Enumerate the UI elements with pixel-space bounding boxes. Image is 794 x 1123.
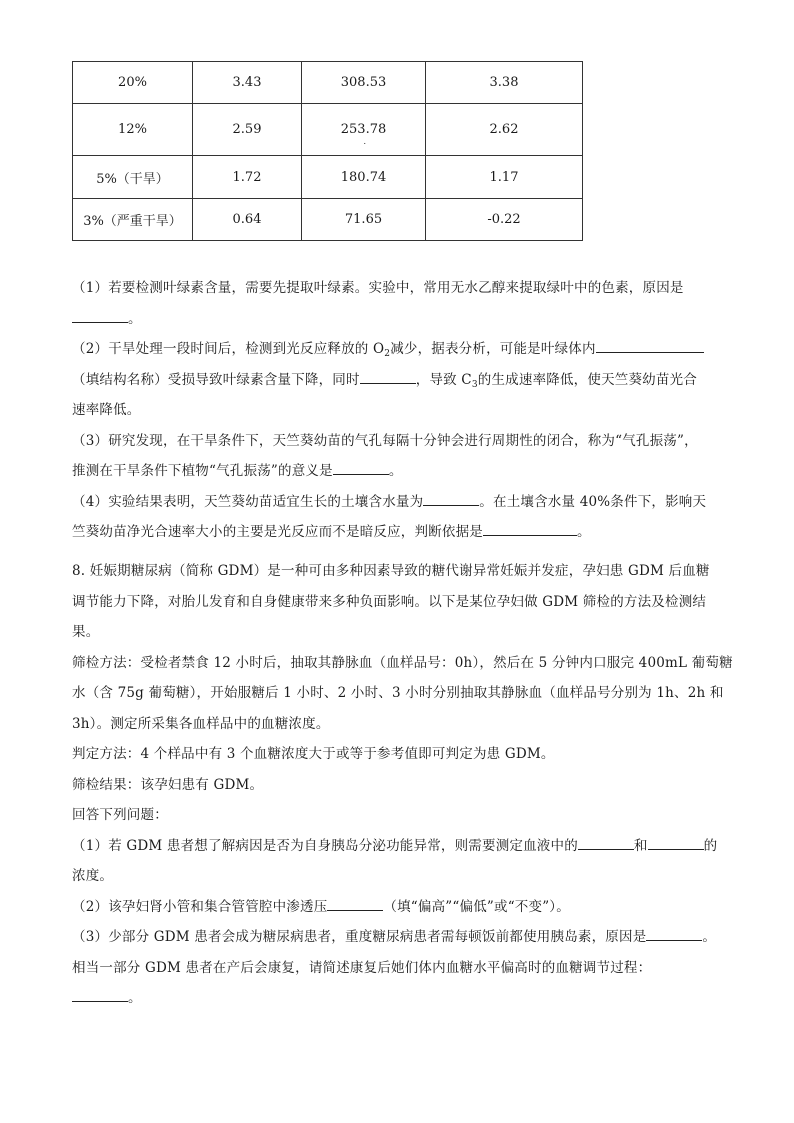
question-7-body xyxy=(72,273,724,548)
q7-part2-text: ，导致 C xyxy=(415,371,472,388)
answer-blank[interactable] xyxy=(423,489,479,506)
q7-part4-line2 xyxy=(72,517,724,548)
table-cell: 5%（干旱） xyxy=(73,156,193,199)
table-cell xyxy=(302,104,426,156)
answer-blank[interactable] xyxy=(360,367,416,384)
table-cell: 308.53 xyxy=(302,62,426,104)
q7-part2-line3 xyxy=(72,395,724,426)
q8-method-line: 3h）。测定所采集各血样品中的血糖浓度。 xyxy=(72,715,330,732)
q8-result-line: 筛检结果：该孕妇患有 GDM。 xyxy=(72,776,264,793)
q8-part1-text: 的 xyxy=(703,837,718,854)
table-cell: -0.22 xyxy=(426,199,583,241)
punctuation: 。 xyxy=(388,463,403,479)
q7-part3-text: （3）研究发现，在干旱条件下，天竺葵幼苗的气孔每隔十分钟会进行周期性的闭合，称为“气孔振荡”， xyxy=(72,432,698,449)
q8-part1-line1 xyxy=(72,831,724,862)
answer-blank[interactable] xyxy=(72,306,128,323)
q7-part2-text: （填结构名称）受损导致叶绿素含量下降，同时 xyxy=(72,371,360,388)
table-cell: 2.59 xyxy=(193,104,302,156)
q8-intro-line: 调节能力下降，对胎儿发育和自身健康带来多种负面影响。以下是某位孕妇做 GDM 筛检的方法及检测结 xyxy=(72,593,707,610)
answer-blank[interactable] xyxy=(646,924,702,941)
q7-part1-line2 xyxy=(72,304,724,335)
question-8-body xyxy=(72,556,733,1014)
q7-part4-line1 xyxy=(72,487,724,518)
q7-part2-line2 xyxy=(72,365,724,396)
answer-blank[interactable] xyxy=(596,336,704,353)
q8-part2-line xyxy=(72,892,724,923)
data-table xyxy=(72,61,583,241)
table-cell: 3%（严重干旱） xyxy=(73,199,193,241)
answer-blank[interactable] xyxy=(327,894,383,911)
punctuation: 。 xyxy=(577,524,591,540)
subscript: 3 xyxy=(471,379,478,390)
stray-mark: . xyxy=(363,137,367,146)
q7-part1-line1 xyxy=(72,273,724,304)
table-row xyxy=(73,199,583,241)
table-cell: 1.72 xyxy=(193,156,302,199)
answer-blank[interactable] xyxy=(578,833,634,850)
answer-blank[interactable] xyxy=(483,519,577,536)
q8-intro-line: 果。 xyxy=(72,624,100,640)
punctuation: 。 xyxy=(128,310,142,327)
q7-part2-text: 的生成速率降低，使天竺葵幼苗光合 xyxy=(477,371,697,388)
table-cell: 2.62 xyxy=(426,104,583,156)
table-row xyxy=(73,156,583,199)
q8-method-line: 筛检方法：受检者禁食 12 小时后，抽取其静脉血（血样品号：0h），然后在 5 分钟内口服完 400mL 葡萄糖 xyxy=(72,654,733,671)
table-cell: 3.43 xyxy=(193,62,302,104)
q7-part4-text: 。在土壤含水量 40%条件下，影响天 xyxy=(479,493,707,510)
answer-blank[interactable] xyxy=(72,985,128,1002)
q8-part2-text: （2）该孕妇肾小管和集合管管腔中渗透压 xyxy=(72,898,328,915)
table-cell: 20% xyxy=(73,62,193,104)
q7-part4-text: 竺葵幼苗净光合速率大小的主要是光反应而不是暗反应，判断依据是 xyxy=(72,524,483,540)
q7-part3-text: 推测在干旱条件下植物“气孔振荡”的意义是 xyxy=(72,463,333,479)
table-cell: 71.65 xyxy=(302,199,426,241)
punctuation: 。 xyxy=(128,990,142,1006)
q7-part3-line1 xyxy=(72,426,724,457)
table-cell: 180.74 xyxy=(302,156,426,199)
table-cell: 12% xyxy=(73,104,193,156)
q7-part2-text: 减少，据表分析，可能是叶绿体内 xyxy=(390,341,596,357)
q8-part3-line3 xyxy=(72,983,724,1014)
table-cell-value: 253.78 xyxy=(340,122,387,137)
subscript: 2 xyxy=(384,349,391,359)
table-cell: 3.38 xyxy=(426,62,583,104)
q8-prompt-line: 回答下列问题： xyxy=(72,807,168,823)
q7-part2-line1 xyxy=(72,334,724,365)
q8-part1-line2: 浓度。 xyxy=(72,868,114,884)
table-cell: 1.17 xyxy=(426,156,583,199)
q7-part4-text: （4）实验结果表明，天竺葵幼苗适宜生长的土壤含水量为 xyxy=(72,493,424,510)
q8-method-line: 水（含 75g 葡萄糖），开始服糖后 1 小时、2 小时、3 小时分别抽取其静脉血（血样品号分别为 1h、2h 和 xyxy=(72,685,724,701)
q8-part1-text: 和 xyxy=(633,837,648,854)
table-cell: 0.64 xyxy=(193,199,302,241)
table-row xyxy=(73,62,583,104)
q7-part1-text: （1）若要检测叶绿素含量，需要先提取叶绿素。实验中，常用无水乙醇来提取绿叶中的色素，原因是 xyxy=(72,280,684,296)
q8-intro-line: 8. 妊娠期糖尿病（简称 GDM）是一种可由多种因素导致的糖代谢异常妊娠并发症，孕妇患 GDM 后血糖 xyxy=(72,563,710,579)
q8-part3-line1 xyxy=(72,922,724,953)
q8-part2-text: （填“偏高”“偏低”或“不变”）。 xyxy=(383,898,570,915)
q7-part2-text: （2）干旱处理一段时间后，检测到光反应释放的 O xyxy=(72,341,385,357)
answer-blank[interactable] xyxy=(333,458,389,475)
answer-blank[interactable] xyxy=(648,833,704,850)
punctuation: 。 xyxy=(702,929,717,945)
q7-part3-line2 xyxy=(72,456,724,487)
q7-part2-text: 速率降低。 xyxy=(72,402,141,418)
q8-part3-line2: 相当一部分 GDM 患者在产后会康复，请简述康复后她们体内血糖水平偏高时的血糖调节过程： xyxy=(72,959,652,976)
q8-judgement-line: 判定方法：4 个样品中有 3 个血糖浓度大于或等于参考值即可判定为患 GDM。 xyxy=(72,746,555,762)
q8-part3-text: （3）少部分 GDM 患者会成为糖尿病患者，重度糖尿病患者需每顿饭前都使用胰岛素，原因是 xyxy=(72,929,647,945)
q8-part1-text: （1）若 GDM 患者想了解病因是否为自身胰岛分泌功能异常，则需要测定血液中的 xyxy=(72,837,578,854)
table-row xyxy=(73,104,583,156)
